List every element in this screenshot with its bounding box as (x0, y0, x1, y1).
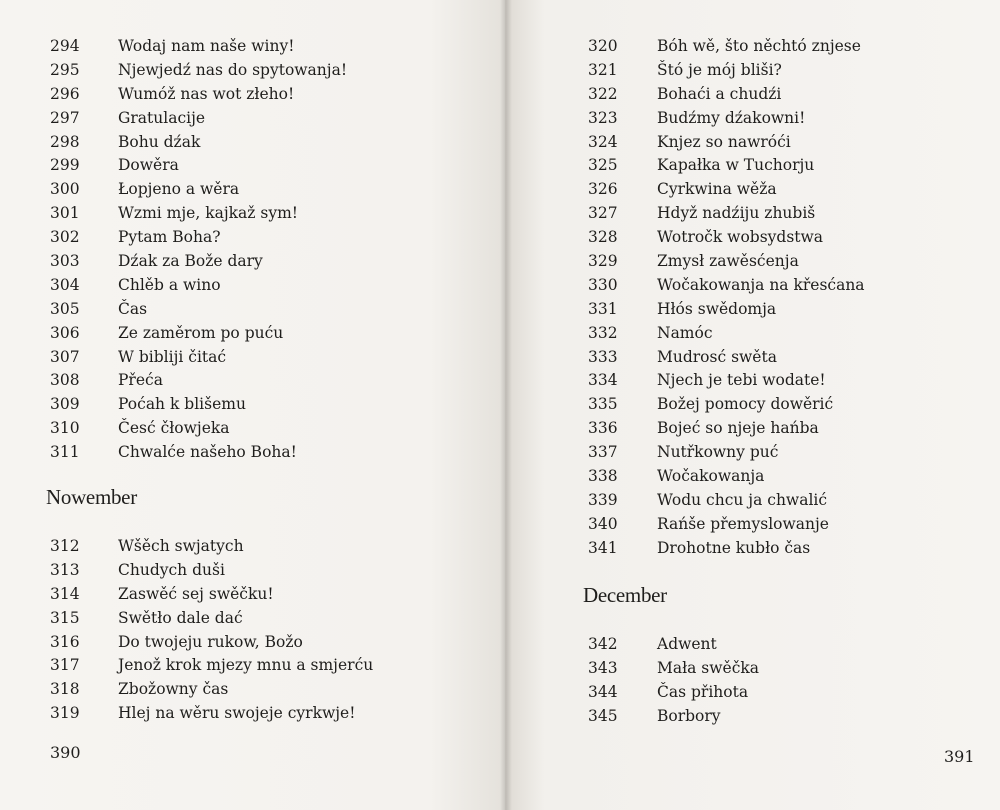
entry-title: Nutřkowny puć (657, 443, 779, 462)
entry-title: Jenož krok mjezy mnu a smjerću (118, 656, 374, 675)
right-entry-list-bottom (588, 632, 759, 728)
entry-title: Chwalće našeho Boha! (118, 443, 297, 462)
entry-number: 295 (50, 60, 80, 79)
entry-title: Njech je tebi wodate! (657, 371, 826, 390)
toc-entry (588, 488, 865, 512)
entry-number: 329 (588, 251, 618, 270)
entry-number: 336 (588, 419, 618, 438)
entry-number: 324 (588, 132, 618, 151)
entry-number: 322 (588, 84, 618, 103)
entry-number: 317 (50, 656, 80, 675)
entry-title: Mała swěčka (657, 658, 760, 677)
toc-entry (588, 201, 865, 225)
entry-number: 297 (50, 108, 80, 127)
toc-entry (588, 225, 865, 249)
toc-entry (588, 368, 865, 392)
entry-title: Čas (118, 299, 148, 318)
entry-number: 316 (50, 632, 80, 651)
entry-number: 314 (50, 584, 80, 603)
entry-title: Ze zaměrom po puću (118, 323, 284, 342)
entry-title: Wumóž nas wot złeho! (118, 84, 295, 103)
month-heading-nowember: Nowember (46, 485, 137, 509)
entry-title: Łopjeno a wěra (118, 180, 240, 199)
entry-title: Drohotne kubło čas (657, 538, 811, 557)
toc-entry (50, 130, 347, 154)
entry-title: Kapałka w Tuchorju (657, 156, 815, 175)
entry-number: 304 (50, 275, 80, 294)
entry-number: 337 (588, 443, 618, 462)
entry-title: Namóc (657, 323, 713, 342)
toc-entry (50, 249, 347, 273)
entry-number: 326 (588, 180, 618, 199)
toc-entry (50, 321, 347, 345)
entry-number: 306 (50, 323, 80, 342)
toc-entry (588, 177, 865, 201)
toc-entry (588, 392, 865, 416)
entry-number: 332 (588, 323, 618, 342)
toc-entry (588, 321, 865, 345)
entry-number: 318 (50, 680, 80, 699)
toc-entry (50, 297, 347, 321)
entry-title: Gratulacije (118, 108, 206, 127)
entry-title: Štó je mój bliši? (657, 60, 782, 79)
entry-title: Zaswěć sej swěčku! (118, 584, 274, 603)
entry-title: Swětło dale dać (118, 608, 243, 627)
entry-number: 320 (588, 36, 618, 55)
entry-title: Chudych duši (118, 560, 225, 579)
entry-title: Přeća (118, 371, 163, 390)
page-number-right: 391 (944, 747, 975, 766)
entry-title: Wšěch swjatych (118, 536, 244, 555)
toc-entry (50, 201, 347, 225)
toc-entry (50, 416, 347, 440)
entry-title: Wotročk wobsydstwa (657, 228, 824, 247)
entry-number: 330 (588, 275, 618, 294)
entry-number: 325 (588, 156, 618, 175)
entry-number: 298 (50, 132, 80, 151)
toc-entry (50, 273, 347, 297)
entry-number: 311 (50, 443, 80, 462)
entry-number: 323 (588, 108, 618, 127)
entry-title: Borbory (657, 706, 721, 725)
entry-title: Hlej na wěru swojeje cyrkwje! (118, 704, 356, 723)
entry-title: Njewjedź nas do spytowanja! (118, 60, 348, 79)
entry-title: Bojeć so njeje hańba (657, 419, 819, 438)
entry-number: 327 (588, 204, 618, 223)
entry-number: 344 (588, 682, 618, 701)
entry-number: 331 (588, 299, 618, 318)
entry-title: W bibliji čitać (118, 347, 227, 366)
entry-number: 300 (50, 180, 80, 199)
entry-number: 302 (50, 228, 80, 247)
entry-title: Dźak za Bože dary (118, 251, 263, 270)
entry-number: 305 (50, 299, 80, 318)
entry-title: Mudrosć swěta (657, 347, 777, 366)
toc-entry (588, 656, 759, 680)
entry-title: Wočakowanja na křesćana (657, 275, 865, 294)
book-gutter (500, 0, 512, 810)
toc-entry (50, 677, 373, 701)
toc-entry (50, 558, 373, 582)
toc-entry (50, 177, 347, 201)
entry-number: 303 (50, 251, 80, 270)
entry-number: 315 (50, 608, 80, 627)
entry-number: 313 (50, 560, 80, 579)
entry-number: 296 (50, 84, 80, 103)
month-heading-december: December (583, 583, 667, 607)
toc-entry (50, 153, 347, 177)
entry-title: Bóh wě, što něchtó znjese (657, 36, 861, 55)
entry-title: Zmysł zawěsćenja (657, 251, 799, 270)
entry-number: 310 (50, 419, 80, 438)
entry-title: Poćah k blišemu (118, 395, 246, 414)
entry-title: Božej pomocy dowěrić (657, 395, 834, 414)
entry-number: 343 (588, 658, 618, 677)
entry-title: Knjez so nawróći (657, 132, 791, 151)
entry-title: Pytam Boha? (118, 228, 221, 247)
entry-number: 294 (50, 36, 80, 55)
entry-title: Wzmi mje, kajkaž sym! (118, 204, 299, 223)
toc-entry (50, 582, 373, 606)
toc-entry (588, 34, 865, 58)
toc-entry (50, 225, 347, 249)
entry-title: Bohu dźak (118, 132, 201, 151)
entry-title: Wodu chcu ja chwalić (657, 490, 828, 509)
toc-entry (588, 536, 865, 560)
entry-title: Chlěb a wino (118, 275, 221, 294)
entry-number: 338 (588, 466, 618, 485)
toc-entry (588, 704, 759, 728)
toc-entry (588, 464, 865, 488)
entry-number: 328 (588, 228, 618, 247)
toc-entry (50, 606, 373, 630)
entry-number: 340 (588, 514, 618, 533)
entry-number: 301 (50, 204, 80, 223)
right-page (505, 0, 1000, 810)
entry-title: Do twojeju rukow, Božo (118, 632, 303, 651)
entry-number: 299 (50, 156, 80, 175)
entry-title: Bohaći a chudźi (657, 84, 782, 103)
entry-title: Wočakowanja (657, 466, 765, 485)
toc-entry (50, 345, 347, 369)
entry-number: 308 (50, 371, 80, 390)
entry-title: Hłós swědomja (657, 299, 777, 318)
toc-entry (588, 345, 865, 369)
entry-title: Česć čłowjeka (118, 419, 230, 438)
entry-number: 333 (588, 347, 618, 366)
entry-number: 342 (588, 634, 618, 653)
toc-entry (588, 440, 865, 464)
toc-entry (588, 680, 759, 704)
entry-number: 312 (50, 536, 80, 555)
toc-entry (588, 273, 865, 297)
toc-entry (50, 368, 347, 392)
toc-entry (588, 130, 865, 154)
right-entry-list-top (588, 34, 865, 560)
entry-title: Cyrkwina wěža (657, 180, 777, 199)
entry-number: 339 (588, 490, 618, 509)
toc-entry (50, 34, 347, 58)
entry-number: 345 (588, 706, 618, 725)
toc-entry (588, 416, 865, 440)
toc-entry (588, 153, 865, 177)
toc-entry (50, 58, 347, 82)
entry-number: 307 (50, 347, 80, 366)
toc-entry (588, 512, 865, 536)
entry-number: 335 (588, 395, 618, 414)
entry-title: Hdyž nadźiju zhubiš (657, 204, 816, 223)
toc-entry (50, 392, 347, 416)
toc-entry (588, 297, 865, 321)
entry-number: 321 (588, 60, 618, 79)
toc-entry (50, 653, 373, 677)
entry-title: Rańše přemyslowanje (657, 514, 829, 533)
toc-entry (50, 440, 347, 464)
left-entry-list-bottom (50, 534, 373, 725)
entry-title: Wodaj nam naše winy! (118, 36, 295, 55)
entry-number: 341 (588, 538, 618, 557)
toc-entry (588, 82, 865, 106)
entry-title: Zbožowny čas (118, 680, 229, 699)
toc-entry (588, 58, 865, 82)
toc-entry (588, 632, 759, 656)
toc-entry (50, 534, 373, 558)
page-number-left: 390 (50, 743, 81, 762)
toc-entry (588, 106, 865, 130)
entry-title: Čas přihota (657, 682, 749, 701)
toc-entry (50, 701, 373, 725)
entry-number: 319 (50, 704, 80, 723)
toc-entry (50, 82, 347, 106)
toc-entry (50, 630, 373, 654)
entry-title: Adwent (657, 634, 717, 653)
entry-number: 334 (588, 371, 618, 390)
entry-number: 309 (50, 395, 80, 414)
entry-title: Dowěra (118, 156, 179, 175)
left-entry-list-top (50, 34, 347, 464)
entry-title: Budźmy dźakowni! (657, 108, 806, 127)
toc-entry (588, 249, 865, 273)
toc-entry (50, 106, 347, 130)
